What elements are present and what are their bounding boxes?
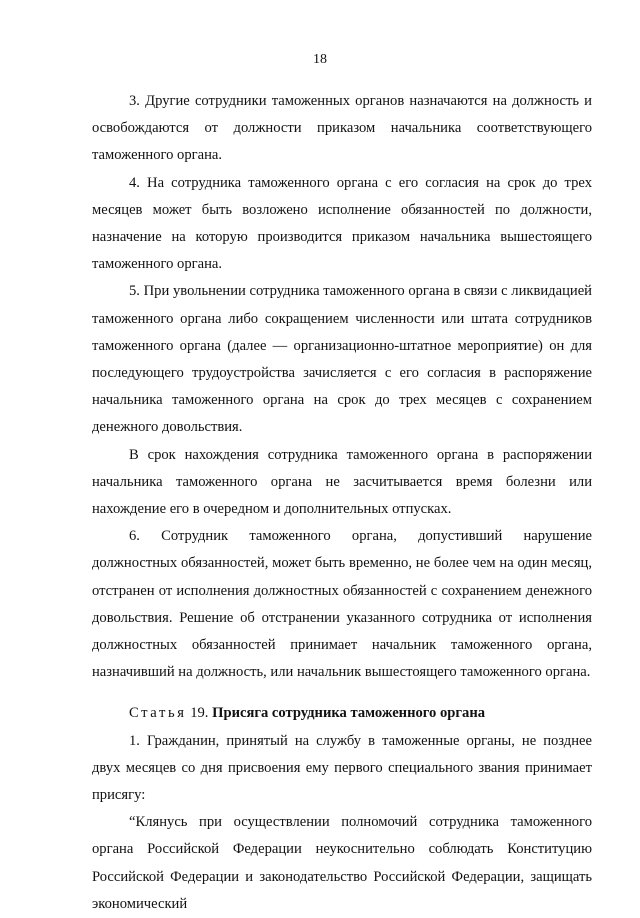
paragraph-5-continuation: В срок нахождения сотрудника таможенного органа в распоряжении начальника таможенного органа не засчитывается время болезни или нахождение его в очередном и дополнительных отпусках.: [92, 446, 592, 518]
article-heading: [92, 700, 592, 727]
paragraph-5: 5. При увольнении сотрудника таможенного органа в связи с ликвидацией таможенного органа либо сокращением численности или штата сотрудников таможенного органа (далее — организационно-штатное мероприятие) он для последующего трудоустройства зачисляется с его согласия в распоряжение начальника таможенного органа на срок до трех месяцев с сохранением денежного довольствия.: [92, 283, 592, 436]
paragraph-3: 3. Другие сотрудники таможенных органов назначаются на должность и освобождаются от должности приказом начальника соответствующего таможенного органа.: [92, 93, 592, 164]
article-number: 19.: [190, 705, 209, 722]
paragraph-6: 6. Сотрудник таможенного органа, допустивший нарушение должностных обязанностей, может быть временно, не более чем на один месяц, отстранен от исполнения должностных обязанностей с сохранением денежного довольствия. Решение об отстранении указанного сотрудника от исполнения должностных обязанностей принимает начальник таможенного органа, назначивший на должность, или начальник вышестоящего таможенного органа.: [92, 528, 592, 681]
article-19-paragraph-1: 1. Гражданин, принятый на службу в таможенные органы, не позднее двух месяцев со дня присвоения ему первого специального звания принимает присягу:: [92, 732, 592, 804]
article-title: Присяга сотрудника таможенного органа: [212, 705, 486, 722]
page-number: 18: [313, 52, 327, 67]
paragraph-4: 4. На сотрудника таможенного органа с его согласия на срок до трех месяцев может быть возложено исполнение обязанностей по должности, назначение на которую производится приказом начальника вышестоящего таможенного органа.: [92, 174, 592, 273]
article-word: Статья: [129, 705, 187, 722]
document-body: [92, 88, 592, 918]
oath-text: “Клянусь при осуществлении полномочий сотрудника таможенного органа Российской Федерации неукоснительно соблюдать Конституцию Российской Федерации и законодательство Российской Федерации, защищать экономический: [92, 814, 592, 912]
